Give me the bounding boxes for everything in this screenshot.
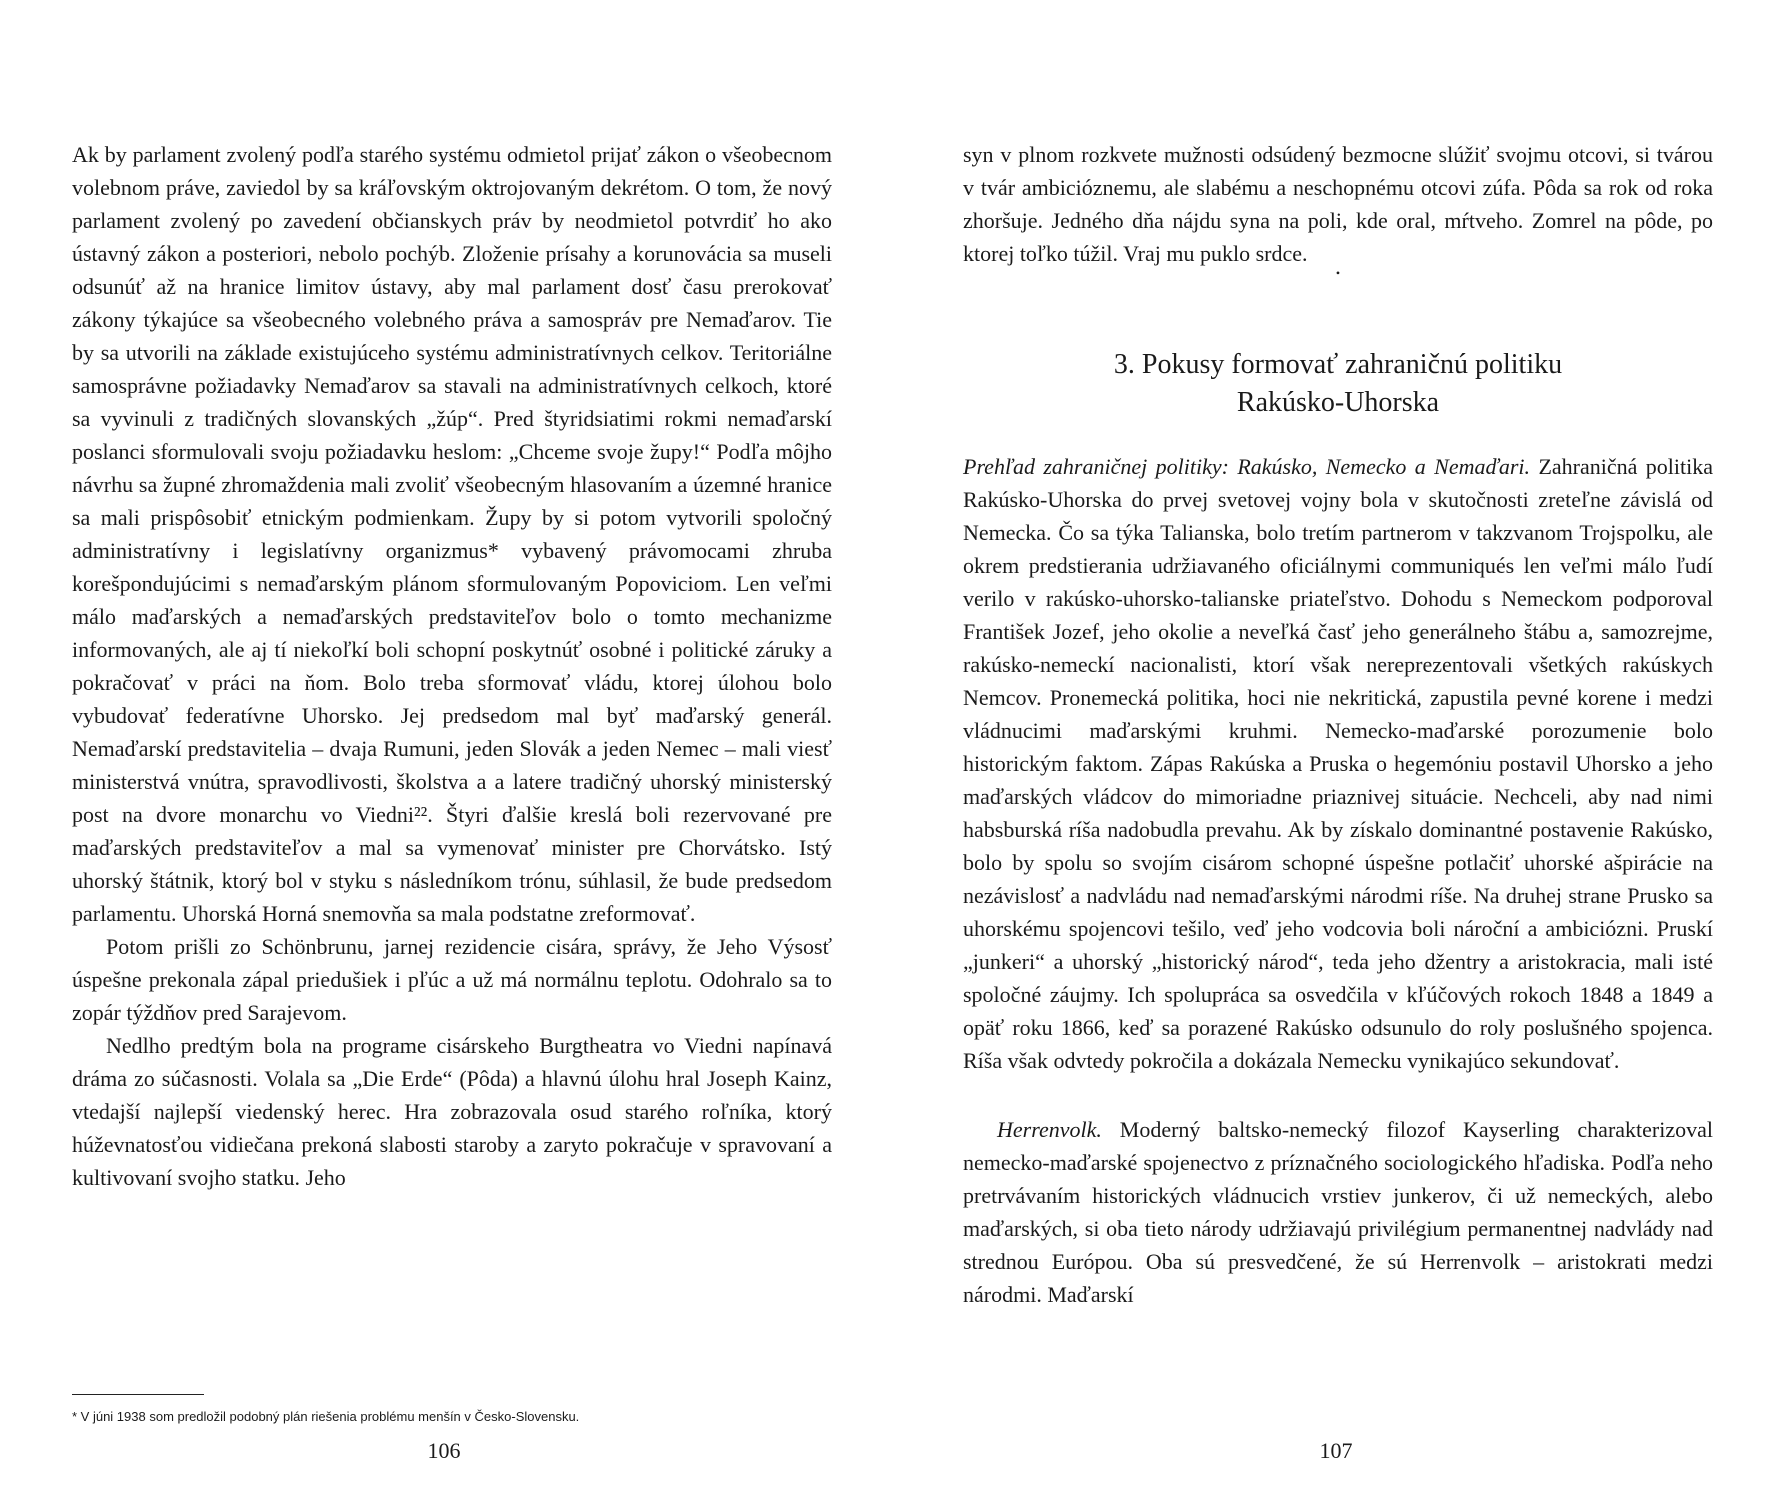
left-text-column	[72, 138, 832, 1194]
heading-line-2: Rakúsko-Uhorska	[1236, 387, 1440, 418]
section-herrenvolk-lead: Herrenvolk.	[997, 1117, 1102, 1142]
left-paragraph-1: Ak by parlament zvolený podľa starého systému odmietol prijať zákon o všeobecnom volebnom práve, zaviedol by sa kráľovským oktrojovaným dekrétom. O tom, že nový parlament zvolený po zavedení občianskych práv by neodmietol potvrdiť ho ako ústavný zákon a posteriori, nebolo pochýb. Zloženie prísahy a korunovácia sa museli odsunúť až na hranice limitov ústavy, aby mal parlament dosť času prerokovať zákony týkajúce sa všeobecného volebného práva a samospráv pre Nemaďarov. Tie by sa utvorili na základe existujúceho systému administratívnych celkov. Teritoriálne samosprávne požiadavky Nemaďarov sa stavali na administratívnych celkoch, ktoré sa vyvinuli z tradičných slovanských „žúp“. Pred štyridsiatimi rokmi nemaďarskí poslanci sformulovali svoju požiadavku heslom: „Chceme svoje župy!“ Podľa môjho návrhu sa župné zhromaždenia mali zvoliť všeobecným hlasovaním a územné hranice sa mali prispôsobiť etnickým podmienkam. Župy by si potom vytvorili spoločný administratívny i legislatívny organizmus* vybavený právomocami zhruba korešpondujúcimi s nemaďarským plánom sformulovaným Popoviciom. Len veľmi málo maďarských a nemaďarských predstaviteľov bolo o tomto mechanizme informovaných, ale aj tí niekoľkí boli schopní poskytnúť osobné i politické záruky a pokračovať v práci na ňom. Bolo treba sformovať vládu, ktorej úlohou bolo vybudovať federatívne Uhorsko. Jej predsedom mal byť maďarský generál. Nemaďarskí predstavitelia – dvaja Rumuni, jeden Slovák a jeden Nemec – mali viesť ministerstvá vnútra, spravodlivosti, školstva a a latere tradičný uhorský ministerský post na dvore monarchu vo Viedni²². Štyri ďalšie kreslá boli rezervované pre maďarských predstaviteľov a mal sa vymenovať minister pre Chorvátsko. Istý uhorský štátnik, ktorý bol v styku s následníkom trónu, súhlasil, že bude predsedom parlamentu. Uhorská Horná snemovňa sa mala podstatne zreformovať.	[72, 142, 832, 926]
right-paragraph-1: syn v plnom rozkvete mužnosti odsúdený bezmocne slúžiť svojmu otcovi, si tvárou v tvár ambicióznemu, ale slabému a neschopnému otcovi zúfa. Pôda sa rok od roka zhoršuje. Jedného dňa nájdu syna na poli, kde oral, mŕtveho. Zomrel na pôde, po ktorej toľko túžil. Vraj mu puklo srdce.	[963, 142, 1713, 266]
footnote-divider	[72, 1394, 204, 1395]
right-text-column	[963, 138, 1713, 1311]
section-foreign-policy-text: Zahraničná politika Rakúsko-Uhorska do prvej svetovej vojny bola v skutočnosti zreteľne závislá od Nemecka. Čo sa týka Talianska, bolo tretím partnerom v takzvanom Trojspolku, ale okrem predstierania udržiavaného oficiálnymi communiqués len veľmi málo ľudí verilo v rakúsko-uhorsko-talianske priateľstvo. Dohodu s Nemeckom podporoval František Jozef, jeho okolie a neveľká časť jeho generálneho štábu a, samozrejme, rakúsko-nemeckí nacionalisti, ktorí však nereprezentovali všetkých rakúskych Nemcov. Pronemecká politika, hoci nie nekritická, zapustila pevné korene i medzi vládnucimi maďarskými kruhmi. Nemecko-maďarské porozumenie bolo historickým faktom. Zápas Rakúska a Pruska o hegemóniu postavil Uhorsko a jeho maďarských vládcov do mimoriadne priaznivej situácie. Nechceli, aby nad nimi habsburská ríša nadobudla prevahu. Ak by získalo dominantné postavenie Rakúsko, bolo by spolu so svojím cisárom schopné úspešne potlačiť uhorské ašpirácie na nezávislosť a nadvládu nad nemaďarskými národmi ríše. Na druhej strane Prusko sa uhorskému spojencovi tešilo, veď jeho vodcovia boli nároční a ambiciózni. Pruskí „junkeri“ a uhorský „historický národ“, teda jeho džentry a aristokracia, mali isté spoločné záujmy. Ich spolupráca sa osvedčila v kľúčových rokoch 1848 a 1849 a opäť roku 1866, keď sa porazené Rakúsko odsunulo do roly poslušného spojenca. Ríša však odvtedy pokročila a dokázala Nemecku vynikajúco sekundovať.	[963, 454, 1713, 1073]
section-foreign-policy	[963, 450, 1713, 1077]
chapter-heading	[963, 346, 1713, 422]
heading-line-1: 3. Pokusy formovať zahraničnú politiku	[1113, 349, 1563, 380]
section-foreign-policy-lead: Prehľad zahraničnej politiky: Rakúsko, Nemecko a Nemaďari.	[963, 454, 1531, 479]
right-page	[889, 0, 1778, 1500]
page-number-right: 107	[1319, 1438, 1353, 1463]
section-herrenvolk	[963, 1113, 1713, 1311]
left-paragraph-2: Potom prišli zo Schönbrunu, jarnej rezidencie cisára, správy, že Jeho Výsosť úspešne prekonala zápal priedušiek i pľúc a už má normálnu teplotu. Odohralo sa to zopár týždňov pred Sarajevom.	[72, 934, 832, 1025]
bullet-mark: •	[1335, 266, 1341, 280]
left-paragraph-3: Nedlho predtým bola na programe cisárskeho Burgtheatra vo Viedni napínavá dráma zo súčasnosti. Volala sa „Die Erde“ (Pôda) a hlavnú úlohu hral Joseph Kainz, vtedajší najlepší viedenský herec. Hra zobrazovala osud starého roľníka, ktorý húževnatosťou vidiečana prekoná slabosti staroby a zaryto pokračuje v spravovaní a kultivovaní svojho statku. Jeho	[72, 1033, 832, 1190]
section-herrenvolk-text: Moderný baltsko-nemecký filozof Kayserling charakterizoval nemecko-maďarské spojenectvo z príznačného sociologického hľadiska. Podľa neho pretrvávaním historických vládnucich vrstiev junkerov, či už nemeckých, alebo maďarských, si oba tieto národy udržiavajú privilégium permanentnej nadvlády nad strednou Európou. Oba sú presvedčené, že sú Herrenvolk – aristokrati medzi národmi. Maďarskí	[963, 1117, 1713, 1307]
page-number-left: 106	[427, 1438, 461, 1463]
footnote: * V júni 1938 som predložil podobný plán riešenia problému menšín v Česko-Slovensku.	[72, 1409, 580, 1424]
